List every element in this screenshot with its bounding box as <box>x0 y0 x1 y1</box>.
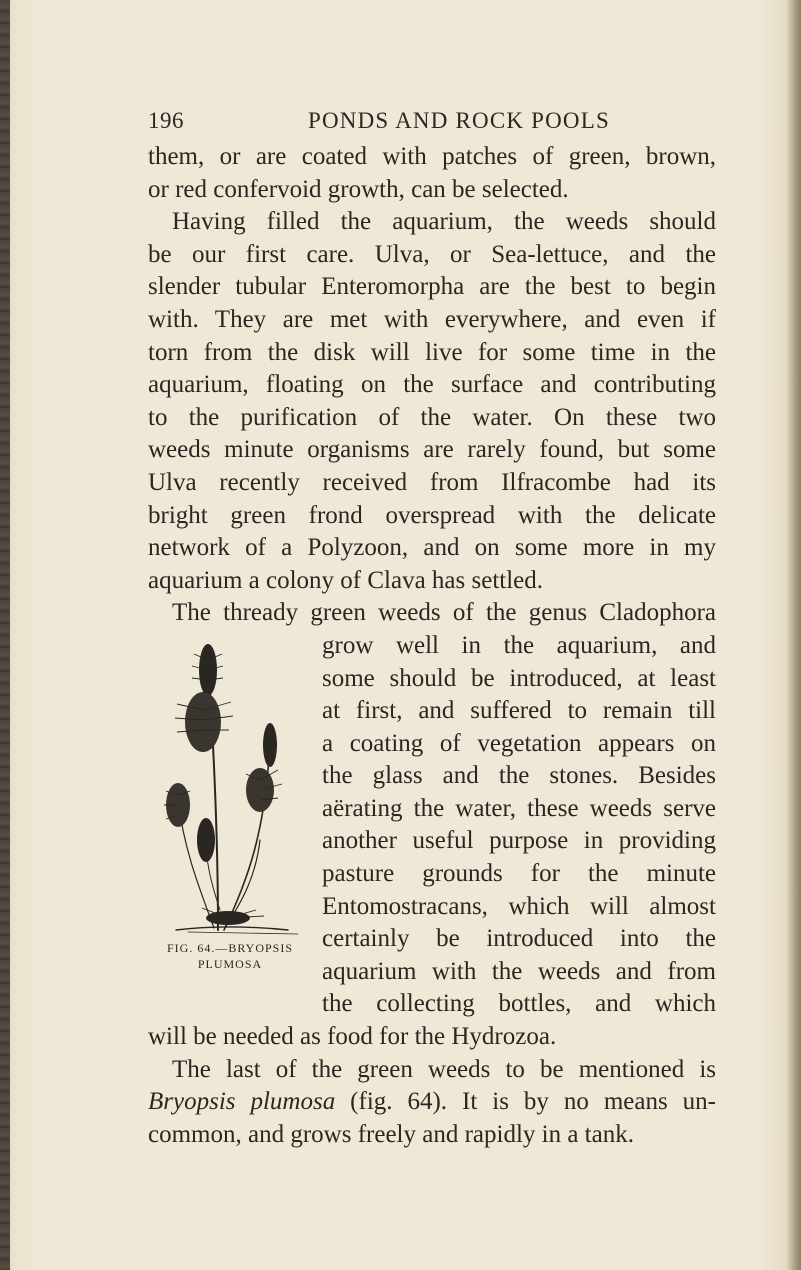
page-number: 196 <box>148 108 184 133</box>
text-line: weeds minute organisms are rarely found, but some <box>148 436 716 464</box>
text-line: torn from the disk will live for some time in the <box>148 338 716 366</box>
text-line: Having filled the aquarium, the weeds should <box>172 208 716 236</box>
species-name: Bryopsis plumosa <box>148 1088 336 1116</box>
text-line: aquarium, floating on the surface and contributing <box>148 371 716 399</box>
text-fragment: (fig. 64). It is by no means un- <box>350 1088 717 1116</box>
running-title: PONDS AND ROCK POOLS <box>308 108 610 133</box>
caption-line: PLUMOSA <box>197 956 263 971</box>
figure-64 <box>148 630 318 1021</box>
text-line: pasture grounds for the minute <box>322 860 716 888</box>
text-line: aquarium a colony of Clava has settled. <box>148 566 544 594</box>
text-line: The last of the green weeds to be mentioned is <box>172 1055 716 1083</box>
text-line: slender tubular Enteromorpha are the best to begin <box>148 273 716 301</box>
text-line: or red confervoid growth, can be selected. <box>148 175 569 203</box>
text-line: to the purification of the water. On these two <box>148 403 716 431</box>
page-edge-shadow <box>787 0 801 1270</box>
text-line: another useful purpose in providing <box>322 827 716 855</box>
text-line: them, or are coated with patches of green, brown, <box>148 143 716 170</box>
text-line: the collecting bottles, and which <box>322 990 716 1018</box>
text-line: Entomostracans, which will almost <box>322 892 716 920</box>
text-line: grow well in the aquarium, and <box>322 631 716 659</box>
figure-wrap-block <box>148 630 716 1021</box>
text-line: be our first care. Ulva, or Sea-lettuce, and the <box>148 240 716 268</box>
book-spine-edge <box>0 0 10 1270</box>
text-line: common, and grows freely and rapidly in a tank. <box>148 1120 634 1148</box>
text-line: network of a Polyzoon, and on some more in my <box>148 534 716 562</box>
figure-caption <box>142 940 318 972</box>
caption-line: FIG. 64.—BRYOPSIS <box>166 940 294 955</box>
text-line: The thready green weeds of the genus Cladophora <box>172 599 716 627</box>
text-line: certainly be introduced into the <box>322 925 716 953</box>
text-line: will be needed as food for the Hydrozoa. <box>148 1022 557 1050</box>
text-line: bright green frond overspread with the delicate <box>148 501 716 529</box>
text-line: at first, and suffered to remain till <box>322 697 716 725</box>
text-line: a coating of vegetation appears on <box>322 729 716 757</box>
running-header <box>148 108 708 138</box>
text-line <box>148 1086 716 1119</box>
text-line: some should be introduced, at least <box>322 664 716 692</box>
wrapped-text <box>322 630 716 1021</box>
seaweed-illustration-icon <box>148 630 318 940</box>
text-line: aquarium with the weeds and from <box>322 957 716 985</box>
text-line: with. They are met with everywhere, and even if <box>148 305 716 333</box>
text-line: Ulva recently received from Ilfracombe had its <box>148 468 716 496</box>
body-text <box>148 141 716 1151</box>
text-line: the glass and the stones. Besides <box>322 762 716 790</box>
text-line: aërating the water, these weeds serve <box>322 794 716 822</box>
